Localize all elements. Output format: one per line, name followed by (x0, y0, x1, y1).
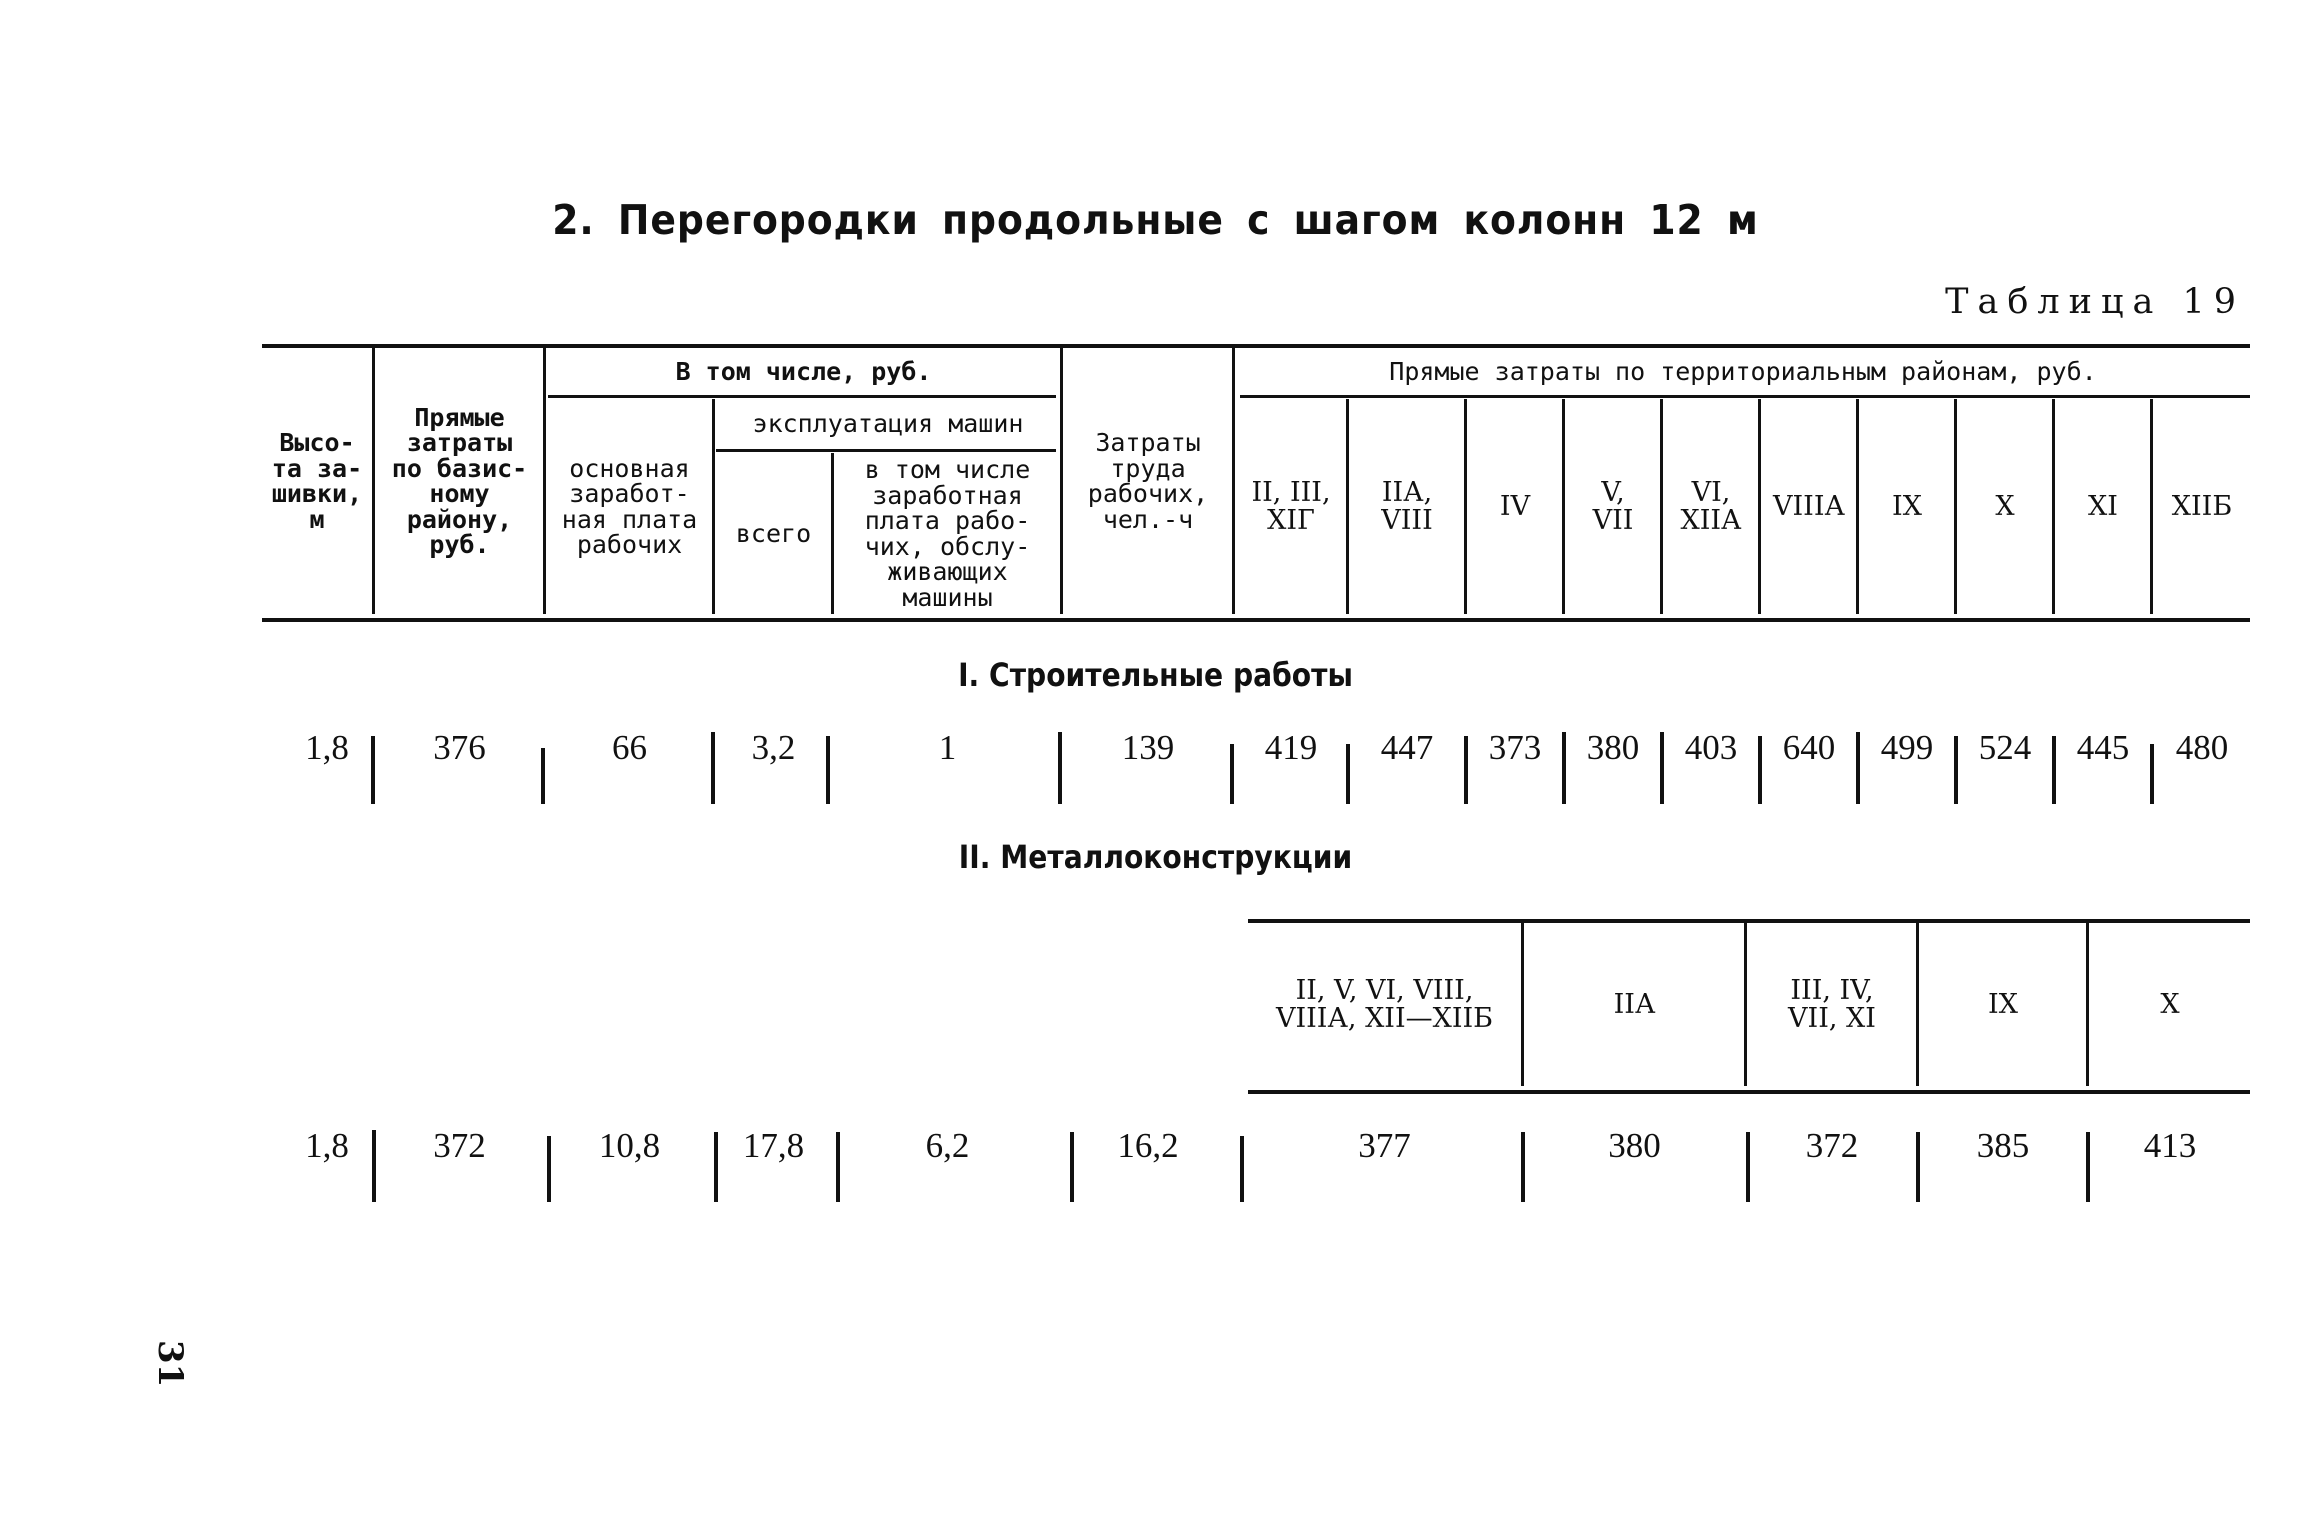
row1-cell: 1 (938, 728, 957, 767)
row1-separator (1758, 736, 1762, 804)
row1-separator (1464, 736, 1468, 804)
subheader-region: III, IV, VII, XI (1788, 974, 1876, 1034)
row1-cell: 1,8 (305, 728, 349, 767)
subheader-region: II, V, VI, VIII, VIIIА, XII—XIIБ (1275, 974, 1494, 1034)
row1-separator (1856, 732, 1860, 804)
row1-separator (1230, 744, 1234, 804)
col-divider (1346, 399, 1349, 614)
row1-cell: 499 (1880, 728, 1934, 767)
section-title-2: II. Металлоконструкции (958, 838, 1353, 876)
row2-separator (836, 1132, 840, 1202)
row2-cell: 1,8 (305, 1126, 349, 1165)
subheader-region: IX (1988, 988, 2018, 1020)
header-labor: Затраты труда рабочих, чел.-ч (1087, 428, 1209, 534)
machine-rule (716, 449, 1056, 452)
row2-separator (2086, 1132, 2090, 1202)
row2-cell: 380 (1608, 1126, 1661, 1165)
header-region: VI, XIIА (1680, 476, 1742, 536)
row2-cell: 17,8 (742, 1126, 805, 1165)
row1-cell: 419 (1264, 728, 1318, 767)
header-region: XI (2088, 490, 2118, 522)
row1-separator (1058, 732, 1062, 804)
col-divider (1060, 348, 1063, 614)
header-incl-wage: в том числе заработная плата рабо- чих, обслу- живающих машины (864, 455, 1031, 612)
row1-cell: 640 (1782, 728, 1836, 767)
row1-separator (2052, 736, 2056, 804)
row2-separator (372, 1130, 376, 1202)
col-divider (1660, 399, 1663, 614)
incl-rule (548, 395, 1056, 398)
row1-cell: 66 (612, 728, 647, 767)
row2-separator (1521, 1132, 1525, 1202)
row2-cell: 377 (1358, 1126, 1411, 1165)
subheader-divider (2086, 923, 2089, 1086)
header-region: IIА, VIII (1381, 476, 1433, 536)
row2-cell: 10,8 (598, 1126, 661, 1165)
col-divider (2052, 399, 2055, 614)
header-region: X (1995, 490, 2015, 522)
row2-cell: 413 (2143, 1126, 2197, 1165)
col-divider (712, 399, 715, 614)
header-region: IV (1499, 490, 1531, 522)
row1-separator (826, 736, 830, 804)
header-incl: В том числе, руб. (675, 356, 932, 386)
row1-separator (1562, 732, 1566, 804)
page-number: 31 (150, 1340, 190, 1388)
row2-cell: 372 (433, 1126, 486, 1165)
row2-separator (1916, 1132, 1920, 1202)
page-title: 2. Перегородки продольные с шагом колонн 12 м (552, 196, 1759, 244)
col-divider (2150, 399, 2153, 614)
row2-cell: 385 (1976, 1126, 2030, 1165)
col-divider (1758, 399, 1761, 614)
regions-rule (1240, 395, 2250, 398)
row1-cell: 380 (1586, 728, 1640, 767)
row2-separator (1746, 1132, 1750, 1202)
col-divider (1232, 348, 1235, 614)
header-bottom-rule (262, 618, 2250, 622)
header-region: VIIIА (1773, 490, 1845, 522)
row1-cell: 373 (1488, 728, 1542, 767)
row1-cell: 403 (1684, 728, 1738, 767)
subheader-divider (1744, 923, 1747, 1086)
header-regions-title: Прямые затраты по территориальным районам, руб. (1389, 356, 2097, 386)
col-divider (372, 348, 375, 614)
col-divider (1856, 399, 1859, 614)
header-region: V, VII (1592, 476, 1634, 536)
subheader-bottom-rule (1248, 1090, 2250, 1094)
row1-cell: 3,2 (751, 728, 796, 767)
table-label: Таблица 19 (1945, 282, 2245, 322)
row2-separator (714, 1132, 718, 1202)
header-region: IX (1892, 490, 1922, 522)
header-height: Высо- та за- шивки, м (271, 428, 363, 534)
subheader-divider (1521, 923, 1524, 1086)
header-region: XIIБ (2171, 490, 2233, 522)
row1-separator (711, 732, 715, 804)
row1-cell: 480 (2175, 728, 2229, 767)
row1-separator (1954, 736, 1958, 804)
row2-cell: 6,2 (925, 1126, 970, 1165)
row1-cell: 139 (1121, 728, 1175, 767)
col-divider (543, 348, 546, 614)
header-total: всего (735, 518, 812, 548)
row1-separator (2150, 744, 2154, 804)
section-title-1: I. Строительные работы (958, 656, 1353, 694)
subheader-divider (1916, 923, 1919, 1086)
col-divider (831, 453, 834, 614)
header-basic-wage: основная заработ- ная плата рабочих (561, 453, 698, 559)
row1-cell: 445 (2076, 728, 2130, 767)
header-region: II, III, XIГ (1251, 476, 1331, 536)
row2-separator (1240, 1136, 1244, 1202)
row2-separator (547, 1136, 551, 1202)
row1-cell: 447 (1380, 728, 1434, 767)
row1-cell: 376 (433, 728, 486, 767)
subheader-region: X (2160, 988, 2180, 1020)
header-machine-op: эксплуатация машин (752, 409, 1024, 439)
subheader-region: IIА (1613, 988, 1656, 1020)
row1-separator (1660, 732, 1664, 804)
row1-separator (1346, 744, 1350, 804)
col-divider (1562, 399, 1565, 614)
col-divider (1464, 399, 1467, 614)
col-divider (1954, 399, 1957, 614)
row1-separator (371, 736, 375, 804)
row1-separator (541, 748, 545, 804)
row2-separator (1070, 1132, 1074, 1202)
row2-cell: 372 (1805, 1126, 1859, 1165)
header-direct-costs: Прямые затраты по базис- ному району, руб. (391, 402, 528, 559)
row2-cell: 16,2 (1117, 1126, 1179, 1165)
row1-cell: 524 (1978, 728, 2032, 767)
